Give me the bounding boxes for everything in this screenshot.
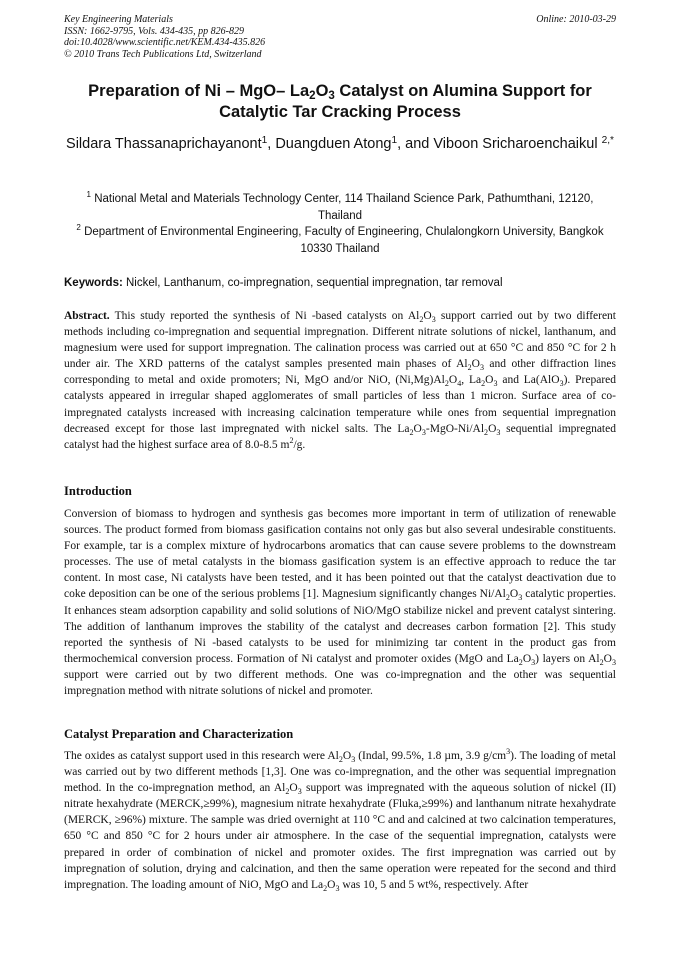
catalyst-sub: 3: [335, 883, 340, 893]
abstract-text: ). Prepared catalysts appeared in irregular shaped agglomerates of small particles of less than 1 micron. Surface area of co-impregnated catalysts increased with increasing calcination temperature while ones from sequential impregnation decreased except for those last impregnated with nickel salts. The La: [64, 374, 617, 435]
abstract: [64, 308, 616, 453]
author-name: , and Viboon Sricharoenchaikul: [397, 136, 602, 152]
abstract-sub: 3: [493, 379, 498, 389]
title-sub: 2: [309, 90, 316, 102]
intro-sub: 2: [505, 593, 510, 603]
catalyst-sub: 2: [323, 883, 328, 893]
affiliation-text: Department of Environmental Engineering, Faculty of Engineering, Chulalongkorn University, Bangkok 10330 Thailand: [80, 226, 604, 255]
abstract-sub: 2: [481, 379, 486, 389]
paper-title: [64, 81, 616, 123]
catalyst-paragraph: [64, 748, 616, 893]
catalyst-sub: 3: [351, 755, 356, 764]
affiliation-sup: 1: [86, 190, 91, 199]
author-list: [64, 134, 616, 154]
journal-name: Key Engineering Materials: [64, 14, 173, 25]
intro-text: support were carried out by two different methods. One was co-impregnation and the other was sequential impregnation method with nitrate solutions of nickel and promoter.: [64, 668, 616, 698]
abstract-sub: 3: [421, 427, 426, 437]
author-sup: 2,*: [601, 135, 614, 146]
abstract-sub: 2: [484, 427, 489, 437]
catalyst-sub: 3: [297, 787, 302, 797]
abstract-sub: 2: [467, 363, 472, 373]
issn-line: ISSN: 1662-9795, Vols. 434-435, pp 826-829: [64, 25, 244, 37]
doi-line: doi:10.4028/www.scientific.net/KEM.434-435.826: [64, 37, 266, 48]
intro-text: O: [509, 588, 519, 601]
abstract-text: and other diffraction lines corresponding to metal and oxide promoters; Ni, MgO and/or NiO, (Ni,Mg)Al: [64, 358, 617, 387]
abstract-sub: 2: [409, 427, 414, 437]
intro-sub: 3: [611, 657, 616, 667]
abstract-text: O: [423, 310, 432, 322]
abstract-text: O: [485, 374, 494, 387]
abstract-text: , La: [461, 374, 482, 387]
title-text: Catalyst on Alumina Support for Catalytic Tar Cracking Process: [219, 82, 592, 121]
catalyst-sup: 3: [506, 747, 511, 756]
intro-sub: 2: [518, 657, 523, 667]
catalyst-heading: Catalyst Preparation and Characterization: [64, 727, 294, 741]
affiliation-sup: 2: [76, 223, 81, 232]
abstract-sup: 2: [289, 435, 294, 445]
abstract-text: support carried out by two different methods including co-impregnation and sequential impregnation. Different nitrate solutions of nickel, lanthanum, and magnesium were used for support impregnation. The calination process was carried out at 650 °C and 850 °C for 2 h under air. The XRD patterns of the catalyst samples presented main phases of Al: [64, 310, 617, 371]
affiliation-1: [64, 191, 616, 225]
copyright-line: © 2010 Trans Tech Publications Ltd, Switzerland: [64, 48, 262, 60]
intro-text: Conversion of biomass to hydrogen and synthesis gas becomes more important in term of utilization of renewable sources. The product formed from biomass gasification contains not only gas but also several undesirable constituents. For example, tar is a complex mixture of hydrocarbons aromatics that can cause severe problems to the downstream processes. The use of metal catalysts in the biomass gasification system is an effective approach to reduce the tar content. In most case, Ni catalysts have been tested, and it has been pointed out that the catalyst deactivation due to coke deposition can be one of the serious problems [1]. Magnesium significantly changes Ni/Al: [64, 508, 616, 601]
online-date: Online: 2010-03-29: [536, 14, 616, 25]
abstract-sub: 3: [431, 315, 436, 324]
abstract-text: O: [413, 422, 422, 435]
abstract-text: O: [448, 374, 458, 387]
intro-sub: 3: [531, 657, 536, 667]
introduction-paragraph: [64, 506, 616, 699]
intro-text: ) layers on Al: [535, 652, 600, 665]
catalyst-text: O: [327, 878, 336, 891]
introduction-heading: Introduction: [64, 484, 132, 498]
abstract-sub: 4: [457, 379, 462, 389]
abstract-text: sequential impregnated catalyst had the highest surface area of 8.0-8.5 m: [64, 422, 616, 451]
intro-text: O: [603, 652, 612, 665]
keywords-text: Nickel, Lanthanum, co-impregnation, sequential impregnation, tar removal: [122, 277, 503, 289]
abstract-sub: 3: [496, 427, 501, 437]
abstract-text: This study reported the synthesis of Ni -based catalysts on Al: [109, 310, 420, 322]
journal-header: [64, 14, 616, 60]
abstract-text: and La(AlO: [497, 374, 560, 387]
catalyst-text: ). The loading of metal was carried out by two different methods [1,3]. One was co-impregnation, and the other was sequential impregnation method. In the co-impregnation method, an Al: [64, 750, 616, 795]
abstract-sub: 3: [559, 379, 564, 389]
catalyst-sub: 2: [338, 755, 343, 764]
author-sup: 1: [261, 135, 268, 146]
author-name: Sildara Thassanaprichayanont: [66, 136, 262, 152]
catalyst-text: support was impregnated with the aqueous solution of nickel (II) nitrate hexahydrate (MERCK,≥99%), magnesium nitrate hexahydrate (Fluka,≥99%) and lanthanum nitrate hexahydrate (MERCK, ≥96%) mixture. The sample was dried overnight at 110 °C and and calcined at two calcination temperatures, 650 °C and 850 °C for 2 hours under air atmosphere. In the case of the sequential impregnation, catalysts were prepared in order of combination of nickel and promoter oxides. The first impregnation was carried out by impregnation of solution, drying and calcination, and then the same operation were repeated for the second and third impregnation. The loading amount of NiO, MgO and La: [64, 782, 616, 891]
catalyst-text: O: [342, 750, 352, 762]
abstract-sub: 3: [479, 363, 484, 373]
abstract-label: Abstract.: [64, 310, 110, 322]
abstract-sub: 2: [444, 379, 449, 389]
abstract-text: O: [488, 422, 497, 435]
catalyst-sub: 2: [285, 787, 290, 797]
author-sup: 1: [391, 135, 398, 146]
intro-text: O: [522, 652, 532, 665]
affiliation-text: National Metal and Materials Technology Center, 114 Thailand Science Park, Pathumthani, 12120, Thailand: [91, 193, 594, 222]
abstract-sub: 2: [419, 315, 424, 324]
author-name: , Duangduen Atong: [267, 136, 392, 152]
abstract-text: O: [471, 358, 480, 371]
catalyst-text: (Indal, 99.5%, 1.8 µm, 3.9 g/cm: [355, 750, 507, 762]
abstract-text: /g.: [293, 438, 306, 451]
keywords-label: Keywords:: [64, 277, 123, 289]
intro-text: catalytic properties. It enhances steam adsorption capability and solid solutions of NiO/MgO stabilize nickel and prevent catalyst sintering. The addition of lanthanum improves the stability of the catalyst and decreases carbon formation [2]. This study reported the synthesis of Ni -based catalysts to be used for minimizing tar content in the product gas from thermochemical conversion process. Formation of Ni catalyst and promoter oxides (MgO and La: [64, 588, 616, 665]
catalyst-text: was 10, 5 and 5 wt%, respectively. After: [339, 878, 529, 891]
title-text: O: [315, 82, 329, 100]
catalyst-text: The oxides as catalyst support used in this research were Al: [64, 750, 339, 762]
intro-sub: 2: [599, 657, 604, 667]
intro-sub: 3: [518, 593, 523, 603]
affiliation-2: [64, 224, 616, 258]
title-sub: 3: [328, 90, 335, 102]
keywords: [64, 275, 616, 291]
catalyst-text: O: [289, 782, 298, 795]
title-text: Preparation of Ni – MgO– La: [88, 82, 310, 100]
abstract-text: -MgO-Ni/Al: [425, 422, 485, 435]
